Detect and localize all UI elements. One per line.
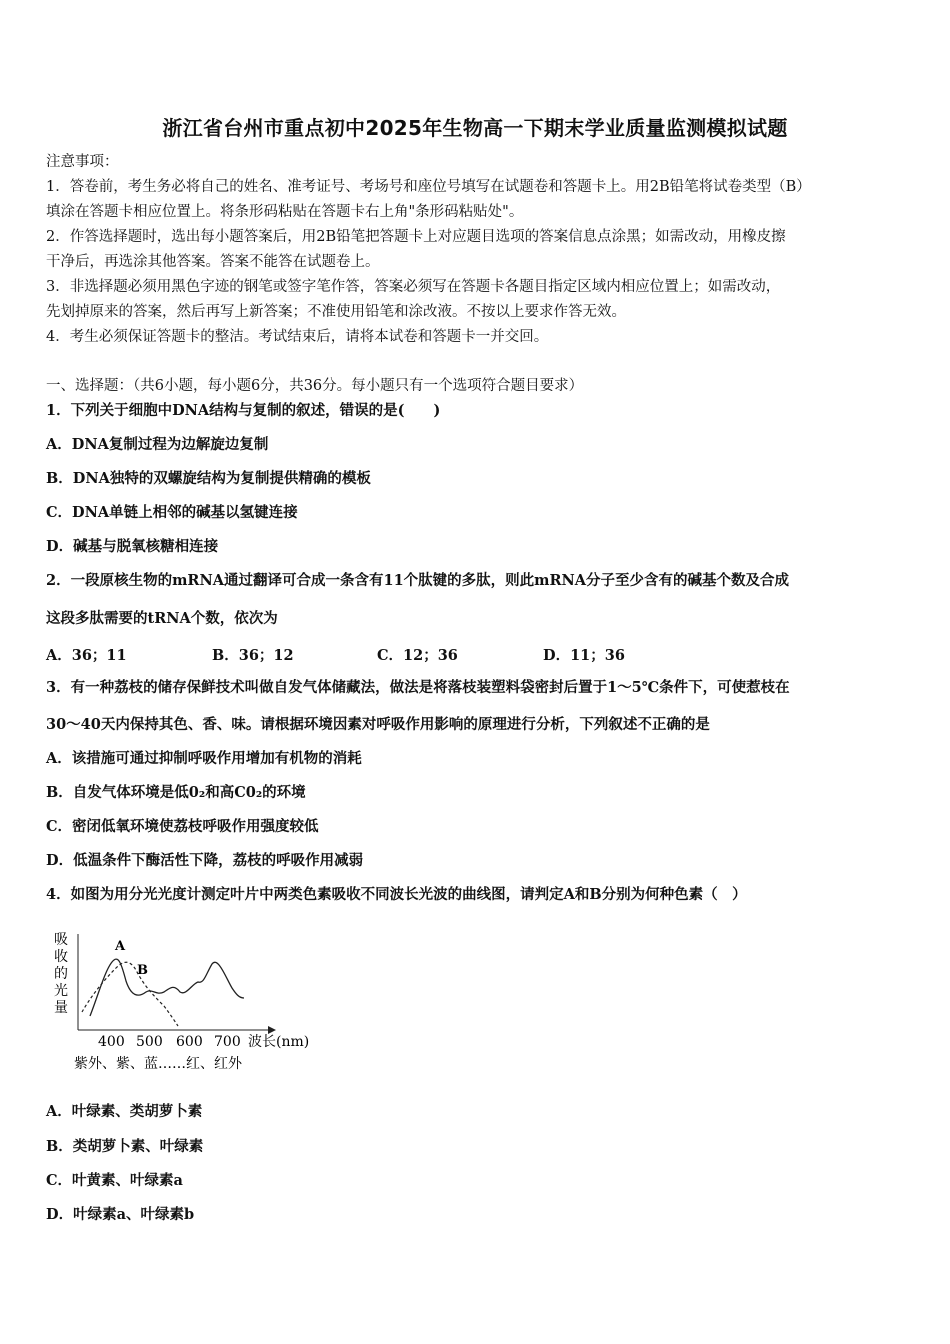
- question-4-option-c: C．叶黄素、叶绿素a: [46, 1172, 183, 1189]
- x-tick-label: 700: [214, 1034, 241, 1050]
- question-4-option-d: D．叶绿素a、叶绿素b: [46, 1206, 195, 1223]
- absorption-spectrum-figure: [46, 926, 326, 1076]
- notice-line: 先划掉原来的答案，然后再写上新答案；不准使用铅笔和涂改液。不按以上要求作答无效。: [46, 304, 626, 320]
- ylabel-char: 收: [54, 949, 68, 965]
- question-3-option-b: B．自发气体环境是低0₂和高C0₂的环境: [46, 784, 306, 801]
- question-2-option-a: A．36；11: [46, 647, 127, 664]
- notice-line: 3．非选择题必须用黑色字迹的钢笔或签字笔作答，答案必须写在答题卡各题目指定区域内相应位置上；如需改动，: [46, 279, 781, 295]
- notice-line: 2．作答选择题时，选出每小题答案后，用2B铅笔把答题卡上对应题目选项的答案信息点涂黑；如需改动，用橡皮擦: [46, 229, 786, 245]
- question-1-stem: 1．下列关于细胞中DNA结构与复制的叙述，错误的是( ): [46, 402, 441, 419]
- question-1-option-c: C．DNA单链上相邻的碱基以氢键连接: [46, 504, 298, 521]
- question-2-option-b: B．36；12: [212, 647, 294, 664]
- page-title: 浙江省台州市重点初中2025年生物高一下期末学业质量监测模拟试题: [162, 116, 788, 140]
- question-3-option-a: A．该措施可通过抑制呼吸作用增加有机物的消耗: [46, 750, 362, 767]
- notice-heading: 注意事项：: [46, 154, 119, 170]
- question-3-stem-cont: 30～40天内保持其色、香、味。请根据环境因素对呼吸作用影响的原理进行分析，下列叙述不正确的是: [46, 716, 710, 733]
- curve-b: [82, 962, 178, 1026]
- ylabel-char: 光: [54, 983, 68, 999]
- question-3-stem: 3．有一种荔枝的储存保鲜技术叫做自发气体储藏法，做法是将落枝装塑料袋密封后置于1～5℃条件下，可使惹枝在: [46, 679, 790, 696]
- curve-a: [90, 959, 244, 1016]
- notice-line: 1．答卷前，考生务必将自己的姓名、准考证号、考场号和座位号填写在试题卷和答题卡上。用2B铅笔将试卷类型（B）: [46, 179, 811, 195]
- question-1-option-d: D．碱基与脱氧核糖相连接: [46, 538, 219, 555]
- ylabel-char: 量: [54, 1000, 68, 1016]
- ylabel-char: 的: [54, 966, 68, 982]
- question-1-option-a: A．DNA复制过程为边解旋边复制: [46, 436, 269, 453]
- question-2-option-d: D．11；36: [543, 647, 625, 664]
- question-2-stem: 2．一段原核生物的mRNA通过翻译可合成一条含有11个肽键的多肽，则此mRNA分子至少含有的碱基个数及合成: [46, 572, 790, 589]
- x-tick-label: 500: [136, 1034, 163, 1050]
- question-2-stem-cont: 这段多肽需要的tRNA个数，依次为: [46, 610, 278, 627]
- x-axis-label: 波长(nm): [248, 1034, 310, 1050]
- notice-line: 干净后，再选涂其他答案。答案不能答在试题卷上。: [46, 254, 380, 270]
- curve-a-label: A: [115, 939, 126, 954]
- question-1-option-b: B．DNA独特的双螺旋结构为复制提供精确的模板: [46, 470, 371, 487]
- question-4-stem: 4．如图为用分光光度计测定叶片中两类色素吸收不同波长光波的曲线图，请判定A和B分别为何种色素（ ）: [46, 886, 747, 903]
- x-tick-label: 600: [176, 1034, 203, 1050]
- x-tick-label: 400: [98, 1034, 125, 1050]
- question-3-option-d: D．低温条件下酶活性下降，荔枝的呼吸作用减弱: [46, 852, 364, 869]
- x-axis-arrow: [268, 1026, 276, 1034]
- question-3-option-c: C．密闭低氧环境使荔枝呼吸作用强度较低: [46, 818, 319, 835]
- question-4-option-b: B．类胡萝卜素、叶绿素: [46, 1138, 204, 1155]
- question-2-option-c: C．12；36: [377, 647, 458, 664]
- spectrum-caption: 紫外、紫、蓝……红、红外: [74, 1056, 242, 1072]
- section-heading: 一、选择题：（共6小题，每小题6分，共36分。每小题只有一个选项符合题目要求）: [46, 378, 584, 394]
- ylabel-char: 吸: [54, 932, 68, 948]
- curve-b-label: B: [137, 963, 148, 978]
- notice-line: 4．考生必须保证答题卡的整洁。考试结束后，请将本试卷和答题卡一并交回。: [46, 329, 549, 345]
- notice-line: 填涂在答题卡相应位置上。将条形码粘贴在答题卡右上角"条形码粘贴处"。: [46, 204, 524, 220]
- question-4-option-a: A．叶绿素、类胡萝卜素: [46, 1103, 203, 1120]
